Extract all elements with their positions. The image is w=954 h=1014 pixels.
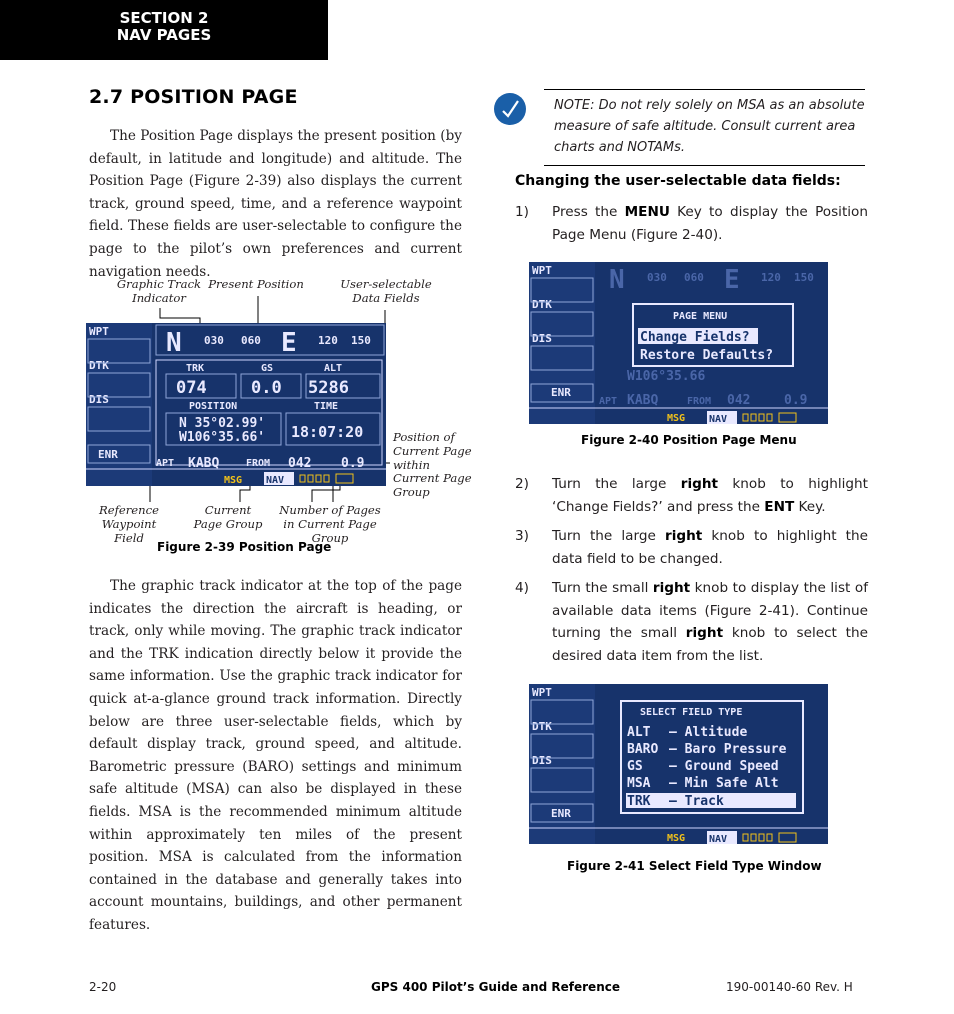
label-position: POSITION [189, 401, 238, 412]
compass-150: 150 [351, 334, 371, 347]
field-type-trk-name[interactable]: – Track [669, 794, 724, 809]
value-time: 18:07:20 [291, 423, 364, 441]
bg-compass-e: E [724, 265, 740, 295]
compass-n: N [166, 328, 182, 358]
bar-nav: NAV [709, 414, 728, 424]
bar-nav: NAV [266, 475, 285, 486]
bg-dist: 0.9 [784, 393, 808, 408]
value-brg: 042 [288, 456, 312, 471]
callout-num-pages: Number of Pages in Current Page Group [279, 503, 381, 545]
value-lon: W106°35.66' [179, 430, 266, 445]
value-wpt: KABQ [188, 456, 220, 471]
bg-wpt: KABQ [627, 393, 659, 408]
field-type-gs-key[interactable]: GS [627, 759, 643, 774]
field-type-baro-name[interactable]: – Baro Pressure [669, 742, 787, 757]
field-type-trk-key[interactable]: TRK [627, 794, 651, 809]
bg-apt: APT [599, 396, 618, 407]
compass-120: 120 [318, 334, 338, 347]
step-2: 2) Turn the large right knob to highlight ‘Change Fields?’ and press the ENT Key. [515, 476, 869, 515]
label-gs: GS [261, 363, 274, 374]
position-page-screen [86, 323, 386, 486]
bg-from: FROM [687, 396, 712, 407]
footer-doc-number: 190-00140-60 Rev. H [726, 980, 853, 994]
side-enr: ENR [551, 386, 571, 399]
label-apt: APT [156, 458, 175, 469]
callout-reference-wpt: Reference Waypoint Field [99, 503, 159, 545]
side-wpt: WPT [532, 264, 552, 277]
callout-current-group: Current Page Group [193, 503, 263, 531]
side-dis: DIS [532, 754, 552, 767]
side-wpt: WPT [89, 325, 109, 338]
label-alt: ALT [324, 363, 343, 374]
callout-present-position: Present Position [208, 277, 304, 291]
section-label: SECTION 2 [119, 9, 209, 27]
step-4: 4) Turn the small right knob to display the list of available data items (Figure 2-41). Continue turning the small right knob to select the desired data item from the list. [515, 580, 868, 664]
note-top-rule [544, 89, 865, 90]
step-1: 1) Press the MENU Key to display the Position Page Menu (Figure 2-40). [515, 204, 868, 243]
bar-msg: MSG [667, 413, 686, 424]
value-gs: 0.0 [251, 378, 282, 398]
subsection-label: NAV PAGES [116, 26, 212, 44]
compass-e: E [281, 328, 297, 358]
section-heading: 2.7 POSITION PAGE [89, 86, 298, 108]
side-dtk: DTK [532, 720, 552, 733]
callout-page-position: Position of Current Page within Current Page Group [393, 430, 472, 500]
value-dist: 0.9 [341, 456, 365, 471]
select-field-type-screen [529, 684, 828, 844]
callout-user-fields: User-selectable Data Fields [340, 277, 432, 305]
intro-paragraph: The Position Page displays the present position (by default, in latitude and longitude) and altitude. The Position Page (Figure 2-39) also displays the current track, ground speed, time, and a reference waypoint field. These fields are user-selectable to configure the page to the pilot’s own preferences and current navigation needs. [89, 128, 462, 280]
compass-060: 060 [241, 334, 261, 347]
bg-compass-n: N [609, 265, 625, 295]
value-alt: 5286 [308, 378, 349, 398]
note-icon [493, 92, 527, 126]
field-type-msa-key[interactable]: MSA [627, 776, 651, 791]
bg-compass-120: 120 [761, 271, 781, 284]
bg-brg: 042 [727, 393, 751, 408]
menu-title: PAGE MENU [673, 311, 728, 322]
label-trk: TRK [186, 363, 205, 374]
msa-note: NOTE: Do not rely solely on MSA as an absolute measure of safe altitude. Consult current area charts and NOTAMs. [554, 98, 865, 155]
figure-2-41-caption: Figure 2-41 Select Field Type Window [567, 859, 822, 873]
bg-compass-150: 150 [794, 271, 814, 284]
footer-title: GPS 400 Pilot’s Guide and Reference [371, 980, 620, 994]
compass-030: 030 [204, 334, 224, 347]
callout-graphic-track: Graphic Track Indicator [116, 277, 202, 305]
field-type-gs-name[interactable]: – Ground Speed [669, 759, 779, 774]
side-wpt: WPT [532, 686, 552, 699]
value-trk: 074 [176, 378, 207, 398]
bg-compass-060: 060 [684, 271, 704, 284]
field-type-alt-key[interactable]: ALT [627, 725, 651, 740]
note-bottom-rule [544, 165, 865, 166]
steps-subheading: Changing the user-selectable data fields: [515, 173, 841, 189]
side-enr: ENR [551, 807, 571, 820]
step-3: 3) Turn the large right knob to highlight the data field to be changed. [515, 528, 868, 567]
menu-item-restore-defaults[interactable]: Restore Defaults? [640, 348, 774, 363]
side-enr: ENR [98, 448, 118, 461]
page-menu-screen [529, 262, 828, 424]
side-dtk: DTK [89, 359, 109, 372]
field-type-title: SELECT FIELD TYPE [640, 707, 743, 718]
side-dis: DIS [532, 332, 552, 345]
bar-nav: NAV [709, 834, 728, 844]
field-type-baro-key[interactable]: BARO [627, 742, 659, 757]
bg-compass-030: 030 [647, 271, 667, 284]
side-dtk: DTK [532, 298, 552, 311]
field-type-msa-name[interactable]: – Min Safe Alt [669, 776, 779, 791]
page-number: 2-20 [89, 980, 117, 994]
side-dis: DIS [89, 393, 109, 406]
label-from: FROM [246, 458, 271, 469]
bg-lon: W106°35.66 [627, 369, 706, 384]
figure-2-40-caption: Figure 2-40 Position Page Menu [581, 433, 797, 447]
figure-2-39-caption: Figure 2-39 Position Page [157, 540, 332, 554]
graphic-track-paragraph: The graphic track indicator at the top of the page indicates the direction the aircraft is heading, or track, only while moving. The graphic track indicator and the TRK indication directly below it provide the same information. Use the graphic track indicator for quick at-a-glance ground track information. Directly below are three user-selectable fields, which by default display track, ground speed, and altitude. Barometric pressure (BARO) settings and minimum safe altitude (MSA) can also be displayed in these fields. MSA is the recommended minimum altitude within approximately ten miles of the present position. MSA is calculated from the information contained in the database and generally takes into account mountains, buildings, and other permanent features. [89, 578, 462, 933]
menu-item-change-fields[interactable]: Change Fields? [640, 330, 750, 345]
bar-msg: MSG [667, 833, 686, 844]
value-lat: N 35°02.99' [179, 416, 266, 431]
bar-msg: MSG [224, 475, 243, 486]
field-type-alt-name[interactable]: – Altitude [669, 725, 748, 740]
label-time: TIME [314, 401, 339, 412]
